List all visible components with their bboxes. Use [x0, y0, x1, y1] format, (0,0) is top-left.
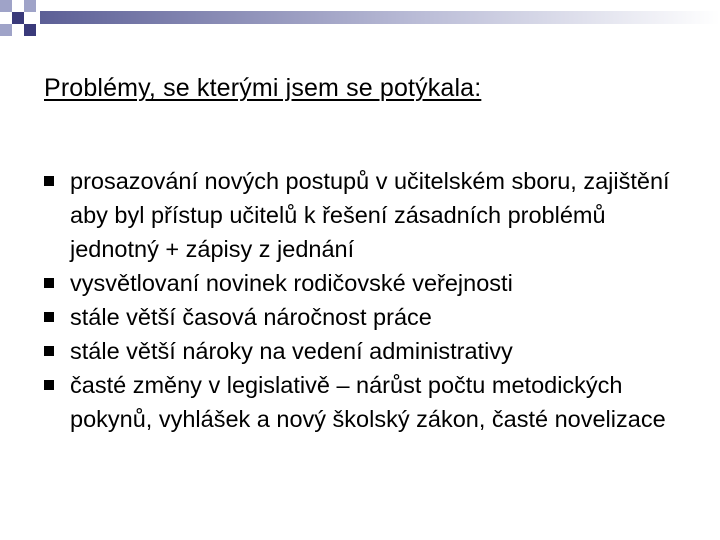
- header-decoration: [0, 0, 720, 45]
- bullet-text: časté změny v legislativě – nárůst počtu metodických pokynů, vyhlášek a nový školský zákon, časté novelizace: [70, 372, 666, 432]
- bullet-item: [44, 368, 684, 436]
- square-bullet-icon: [44, 176, 54, 186]
- square-bullet-icon: [44, 312, 54, 322]
- bullet-text: vysvětlovaní novinek rodičovské veřejnosti: [70, 270, 513, 296]
- bullet-item: [44, 164, 684, 266]
- bullet-text: prosazování nových postupů v učitelském sboru, zajištění aby byl přístup učitelů k řešení zásadních problémů jednotný + zápisy z jednání: [70, 168, 670, 262]
- bullet-text: stále větší časová náročnost práce: [70, 304, 432, 330]
- bullet-item: [44, 300, 684, 334]
- checkered-corner: [0, 0, 36, 36]
- square-bullet-icon: [44, 346, 54, 356]
- bullet-item: [44, 334, 684, 368]
- square-bullet-icon: [44, 380, 54, 390]
- header-gradient-band: [40, 11, 720, 24]
- bullet-item: [44, 266, 684, 300]
- bullet-list: [44, 164, 684, 436]
- slide-title: Problémy, se kterými jsem se potýkala:: [44, 74, 482, 102]
- bullet-text: stále větší nároky na vedení administrativy: [70, 338, 513, 364]
- square-bullet-icon: [44, 278, 54, 288]
